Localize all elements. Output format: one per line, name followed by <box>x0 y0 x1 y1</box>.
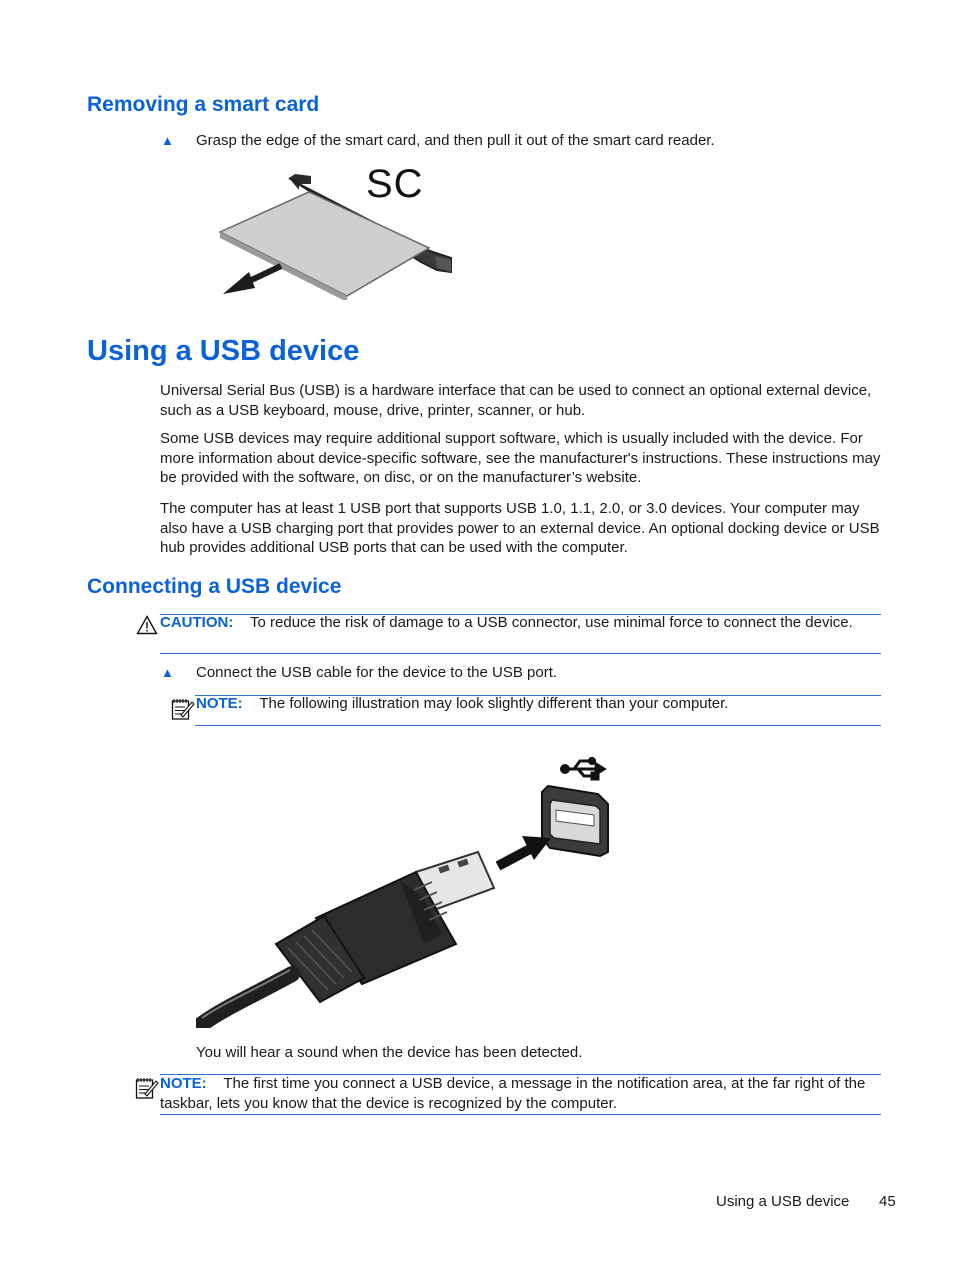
paragraph-usb-ports: The computer has at least 1 USB port that supports USB 1.0, 1.1, 2.0, or 3.0 devices. Your computer may also have a USB charging port that provides power to an external device. An optional docking device or USB hub provides additional USB ports that can be used with the computer. <box>160 500 880 556</box>
caution-text: To reduce the risk of damage to a USB connector, use minimal force to connect the device. <box>250 614 853 631</box>
note-pad-icon <box>171 697 195 721</box>
sc-label: SC <box>366 162 424 206</box>
step-text-remove-card: Grasp the edge of the smart card, and then pull it out of the smart card reader. <box>196 132 715 149</box>
step-marker: ▲ <box>161 665 174 680</box>
note2-block <box>160 1074 885 1113</box>
note2-label: NOTE: <box>160 1075 207 1092</box>
chapter-heading-using-usb-device: Using a USB device <box>87 335 360 367</box>
step-marker: ▲ <box>161 133 174 148</box>
usb-connection-illustration <box>196 748 616 1028</box>
footer-page-number: 45 <box>879 1193 896 1210</box>
caution-block <box>160 613 885 633</box>
caution-label: CAUTION: <box>160 614 234 631</box>
step-text-connect-cable: Connect the USB cable for the device to the USB port. <box>196 664 558 681</box>
note1-block <box>196 694 886 714</box>
section-heading-connecting-usb-device: Connecting a USB device <box>87 575 342 598</box>
caution-bottom-rule <box>160 653 881 654</box>
note-pad-icon <box>135 1076 159 1100</box>
footer-section-title: Using a USB device <box>716 1193 850 1210</box>
note2-bottom-rule <box>160 1114 881 1115</box>
note1-bottom-rule <box>195 725 881 726</box>
note2-text: The first time you connect a USB device, a message in the notification area, at the far right of the taskbar, lets you know that the device is recognized by the computer. <box>160 1075 866 1112</box>
note1-text: The following illustration may look slightly different than your computer. <box>259 695 729 712</box>
smart-card-illustration <box>215 160 455 300</box>
paragraph-usb-software: Some USB devices may require additional support software, which is usually included with the device. For more information about device-specific software, see the manufacturer's instructions. These instructions may be provided with the software, on disc, or on the manufacturer’s website. <box>160 430 881 486</box>
note1-label: NOTE: <box>196 695 243 712</box>
warning-triangle-icon <box>136 615 158 635</box>
result-text-sound: You will hear a sound when the device has been detected. <box>196 1044 583 1061</box>
paragraph-usb-intro: Universal Serial Bus (USB) is a hardware interface that can be used to connect an optional external device, such as a USB keyboard, mouse, drive, printer, scanner, or hub. <box>160 382 872 419</box>
section-heading-removing-smart-card: Removing a smart card <box>87 93 320 116</box>
